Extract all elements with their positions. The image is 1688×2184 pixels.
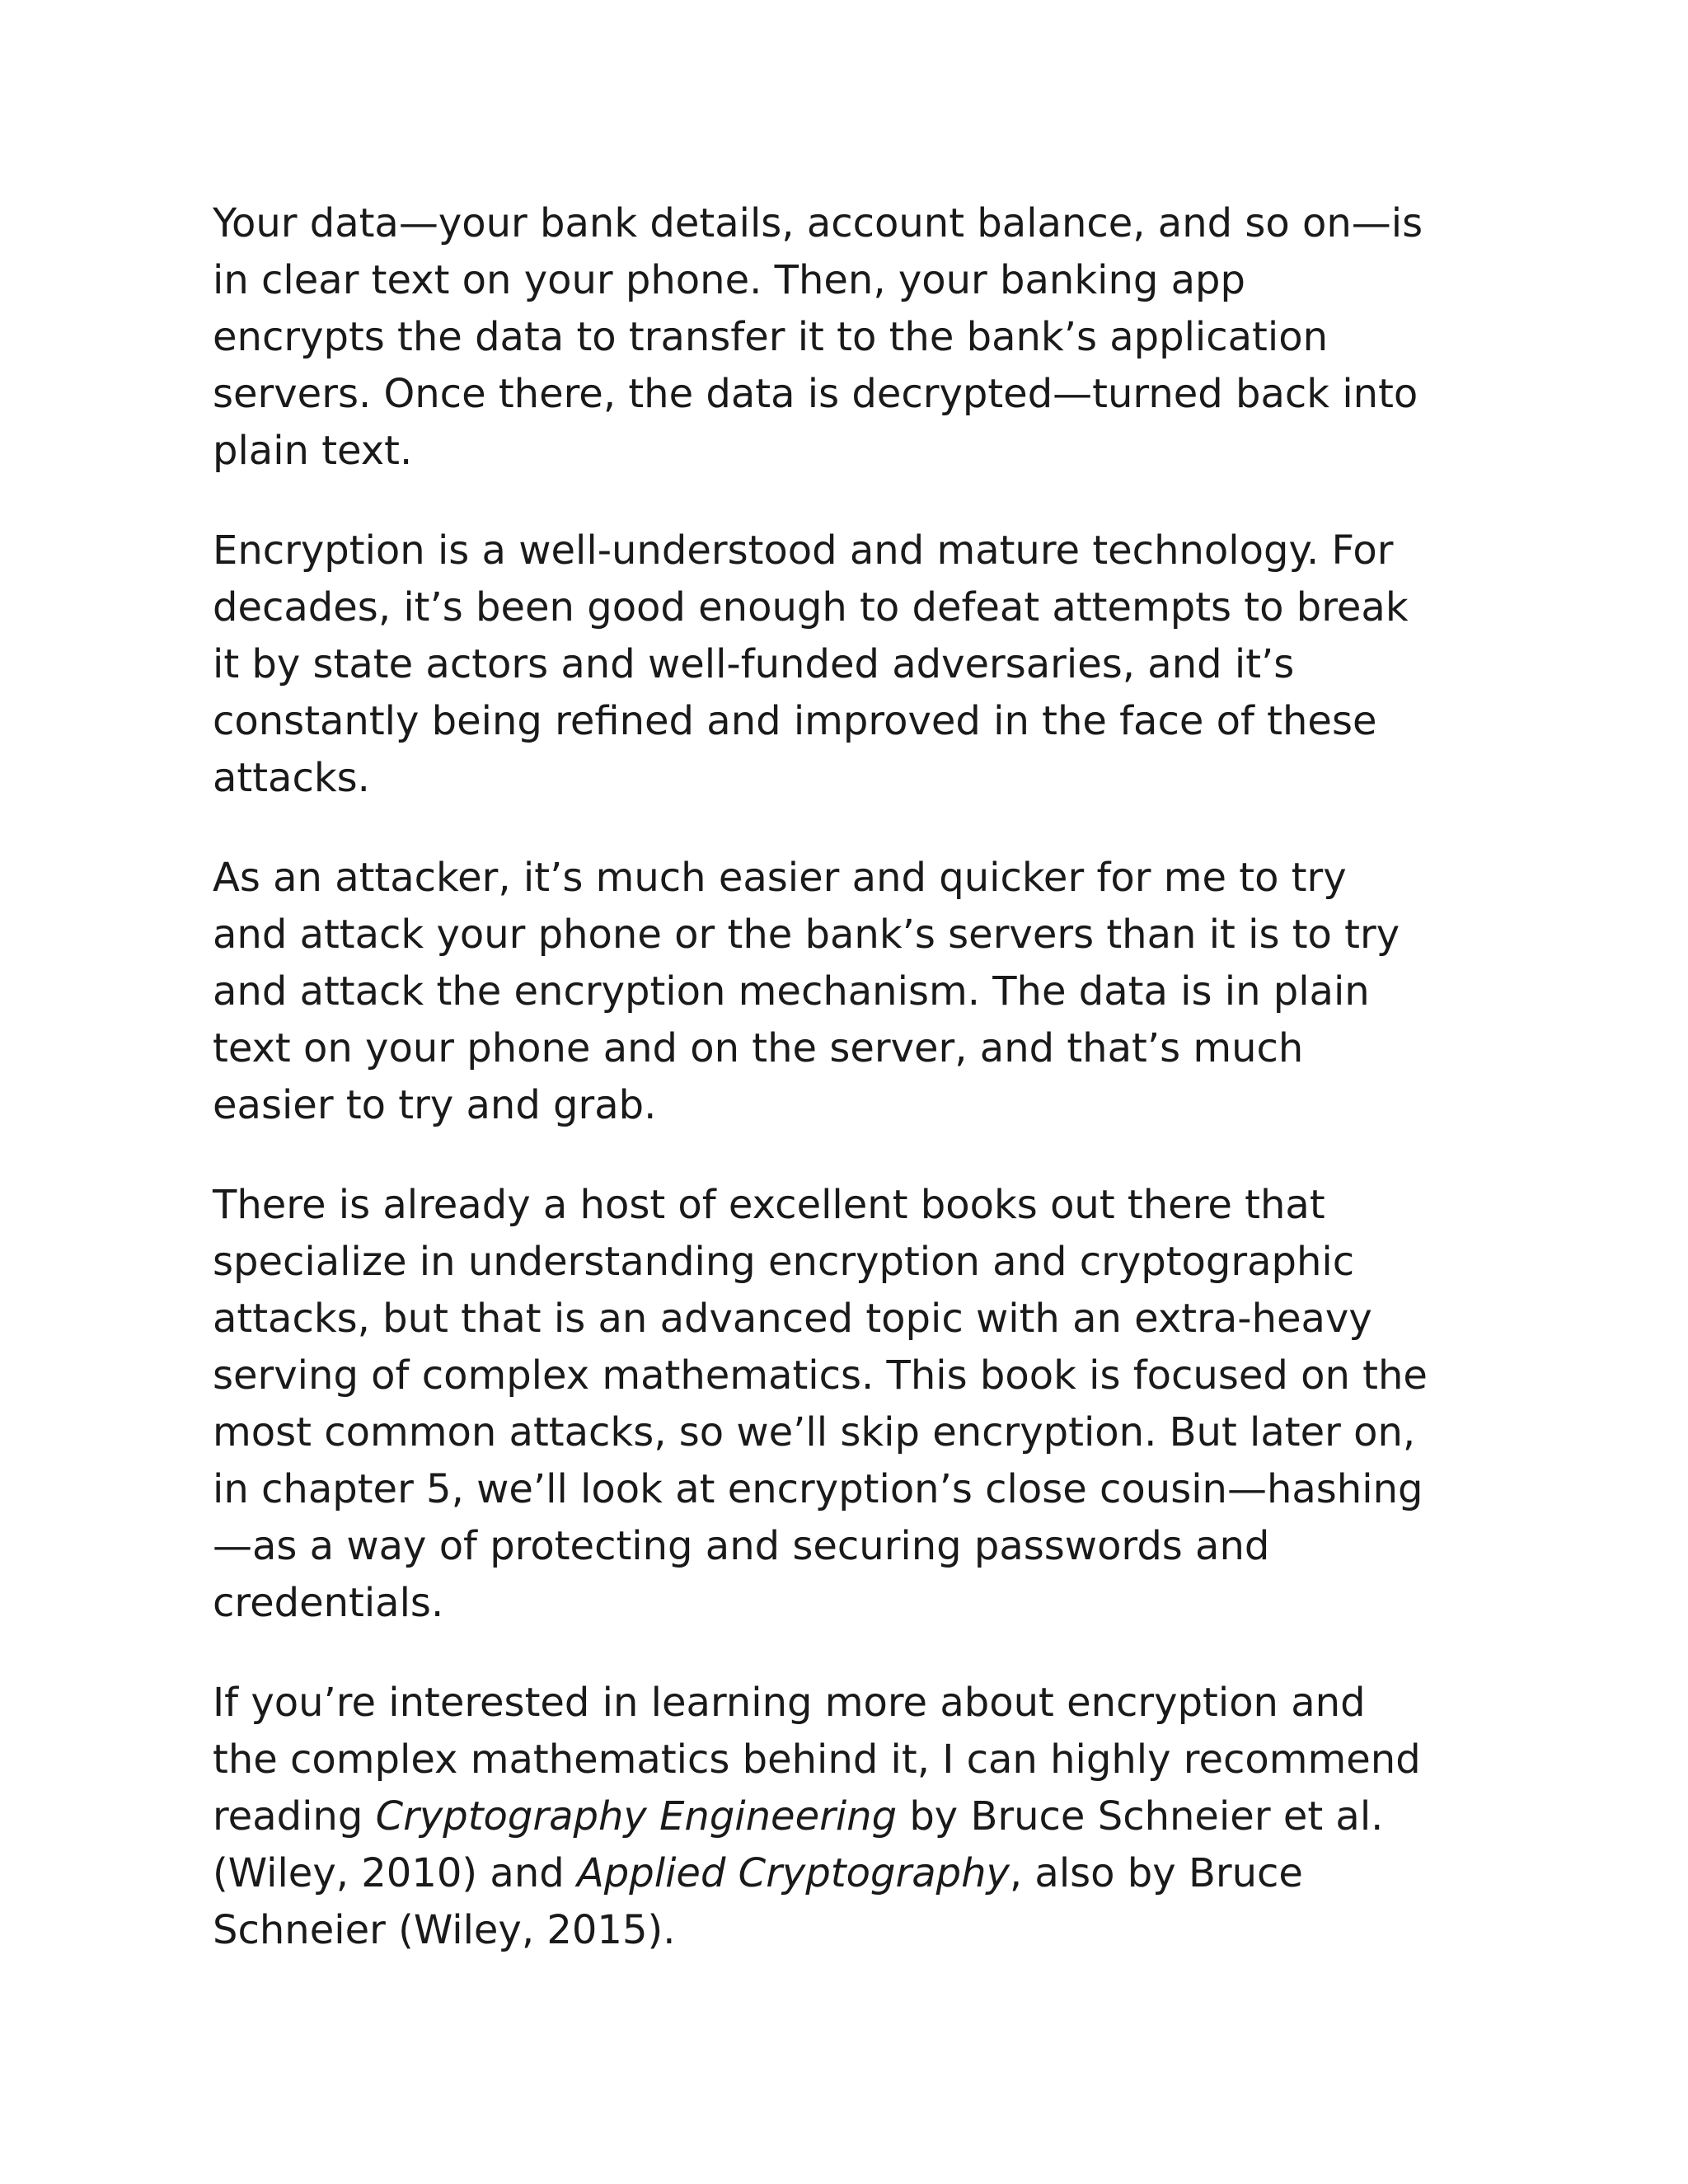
paragraph-attacker-perspective: As an attacker, it’s much easier and quicker for me to try and attack your phone or the bank’s servers than it is to try and attack the encryption mechanism. The data is in plain text on your phone and on the server, and that’s much easier to try and grab.	[213, 855, 1400, 1128]
paragraph-books-on-encryption: There is already a host of excellent books out there that specialize in understanding encryption and cryptographic attacks, but that is an advanced topic with an extra-heavy serving of complex mathematics. This book is focused on the most common attacks, so we’ll skip encryption. But later on, in chapter 5, we’ll look at encryption’s close cousin—hashing —as a way of protecting and securing passwords and credentials.	[213, 1182, 1428, 1626]
recommendation-text-3: , also by Bruce Schneier (Wiley, 2015).	[213, 1850, 1303, 1953]
book-title-applied-cryptography: Applied Cryptography	[576, 1850, 1010, 1896]
paragraph-encryption-maturity: Encryption is a well-understood and mature technology. For decades, it’s been good enough to defeat attempts to break it by state actors and well-funded adversaries, and it’s constantly being refined and improved in the face of these attacks.	[213, 527, 1409, 801]
recommendation-text-1: If you’re interested in learning more about encryption and the complex mathematics behind it, I can highly recommend reading	[213, 1680, 1421, 1840]
recommendation-text-2: by Bruce Schneier et al. (Wiley, 2010) and	[213, 1793, 1384, 1896]
paragraph-recommended-reading	[213, 1675, 1498, 1959]
book-title-cryptography-engineering: Cryptography Engineering	[375, 1793, 898, 1840]
paragraph-data-in-clear-text: Your data—your bank details, account balance, and so on—is in clear text on your phone. Then, your banking app encrypts the data to transfer it to the bank’s application servers. Once there, the data is decrypted—turned back into plain text.	[213, 200, 1423, 474]
page-body	[213, 195, 1498, 1959]
